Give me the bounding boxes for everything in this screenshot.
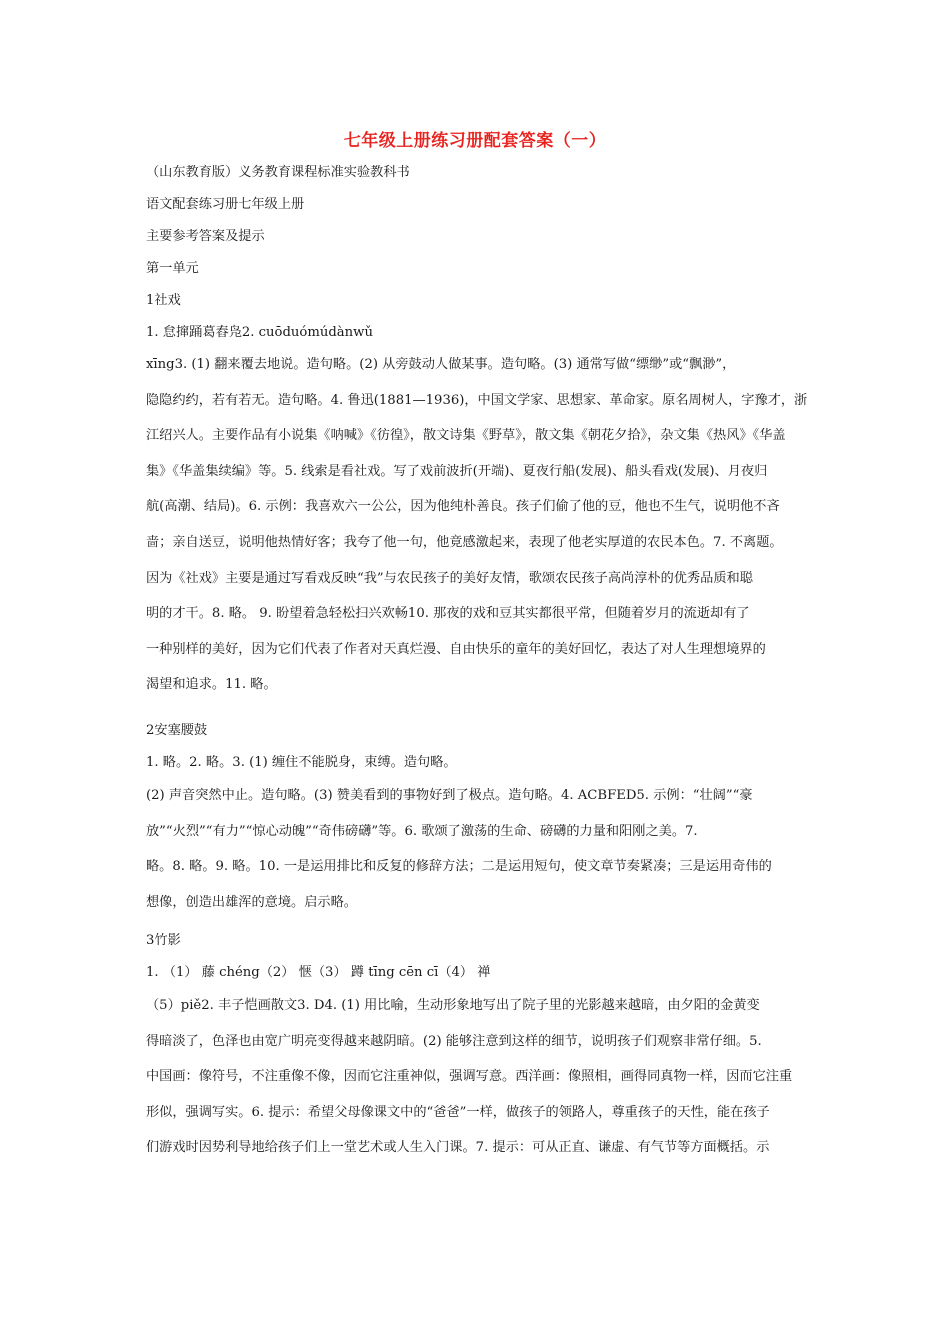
paragraph-line: 集》《华盖集续编》等。5. 线索是看社戏。写了戏前波折(开端)、夏夜行船(发展)、船头看戏(发展)、月夜归 [146,463,768,479]
lesson-1-title: 1社戏 [146,293,181,308]
paragraph-line: 江绍兴人。主要作品有小说集《呐喊》《彷徨》，散文诗集《野草》，散文集《朝花夕拾》，杂文集《热风》《华盖 [146,428,786,444]
paragraph-line: 一种别样的美好，因为它们代表了作者对天真烂漫、自由快乐的童年的美好回忆，表达了对人生理想境界的 [146,641,766,657]
document-title: 七年级上册练习册配套答案（一） [343,131,607,151]
lesson-2-paragraph [146,778,810,920]
paragraph-line: 略。8. 略。9. 略。10. 一是运用排比和反复的修辞方法；二是运用短句，使文章节奏紧凑；三是运用奇伟的 [146,859,772,875]
paragraph-line: 隐隐约约，若有若无。造句略。4. 鲁迅(1881—1936)，中国文学家、思想家、革命家。原名周树人，字豫才，浙 [146,392,808,408]
lesson-3-title: 3竹影 [146,933,181,948]
lesson-3-paragraph [146,988,810,1166]
paragraph-line: xīng3. (1) 翻来覆去地说。造句略。(2) 从旁鼓动人做某事。造句略。(3) 通常写做“缥缈”或“飘渺”， [146,357,736,372]
heading-line: 主要参考答案及提示 [146,229,265,244]
paragraph-line: (2) 声音突然中止。造句略。(3) 赞美看到的事物好到了极点。造句略。4. ACBFED5. 示例：“壮阔”“豪 [146,788,753,803]
paragraph-line: 想像，创造出雄浑的意境。启示略。 [146,894,357,910]
paragraph-line: 航(高潮、结局)。6. 示例：我喜欢六一公公，因为他纯朴善良。孩子们偷了他的豆，他也不生气，说明他不吝 [146,499,780,515]
lesson-1-answer-1: 1. 怠撺踊葛舂凫2. cuōduómúdànwǔ [146,325,373,340]
lesson-2-answer-1: 1. 略。2. 略。3. (1) 缠住不能脱身，束缚。造句略。 [146,755,457,770]
paragraph-line: 啬；亲自送豆，说明他热情好客；我夸了他一句，他竟感激起来，表现了他老实厚道的农民本色。7. 不离题。 [146,534,783,550]
paragraph-line: 明的才干。8. 略。 9. 盼望着急轻松扫兴欢畅10. 那夜的戏和豆其实都很平常，但随着岁月的流逝却有了 [146,606,750,622]
lesson-2-title: 2安塞腰鼓 [146,723,208,738]
paragraph-line: 得暗淡了，色泽也由宽广明亮变得越来越阴暗。(2) 能够注意到这样的细节，说明孩子们观察非常仔细。5. [146,1033,762,1049]
book-name-line: 语文配套练习册七年级上册 [146,197,305,212]
lesson-1-paragraph [146,347,810,703]
paragraph-line: 们游戏时因势利导地给孩子们上一堂艺术或人生入门课。7. 提示：可从正直、谦虚、有气节等方面概括。示 [146,1140,770,1156]
paragraph-line: 中国画：像符号，不注重像不像，因而它注重神似，强调写意。西洋画：像照相，画得同真物一样，因而它注重 [146,1069,793,1085]
paragraph-line: 放”“火烈”“有力”“惊心动魄”“奇伟磅礴”等。6. 歌颂了激荡的生命、磅礴的力量和阳刚之美。7. [146,823,698,839]
paragraph-line: （5）piě2. 丰子恺画散文3. D4. (1) 用比喻，生动形象地写出了院子里的光影越来越暗，由夕阳的金黄变 [146,998,760,1013]
paragraph-line: 形似，强调写实。6. 提示：希望父母像课文中的“爸爸”一样，做孩子的领路人，尊重孩子的天性，能在孩子 [146,1104,770,1120]
lesson-3-answer-1: 1. （1） 藤 chéng（2） 惬（3） 蹲 tīng cēn cī（4） 禅 [146,965,491,980]
subtitle-line: （山东教育版）义务教育课程标准实验教科书 [146,165,410,180]
unit-heading: 第一单元 [146,261,199,276]
paragraph-line: 因为《社戏》主要是通过写看戏反映“我”与农民孩子的美好友情，歌颂农民孩子高尚淳朴的优秀品质和聪 [146,570,753,586]
paragraph-line: 渴望和追求。11. 略。 [146,677,277,693]
